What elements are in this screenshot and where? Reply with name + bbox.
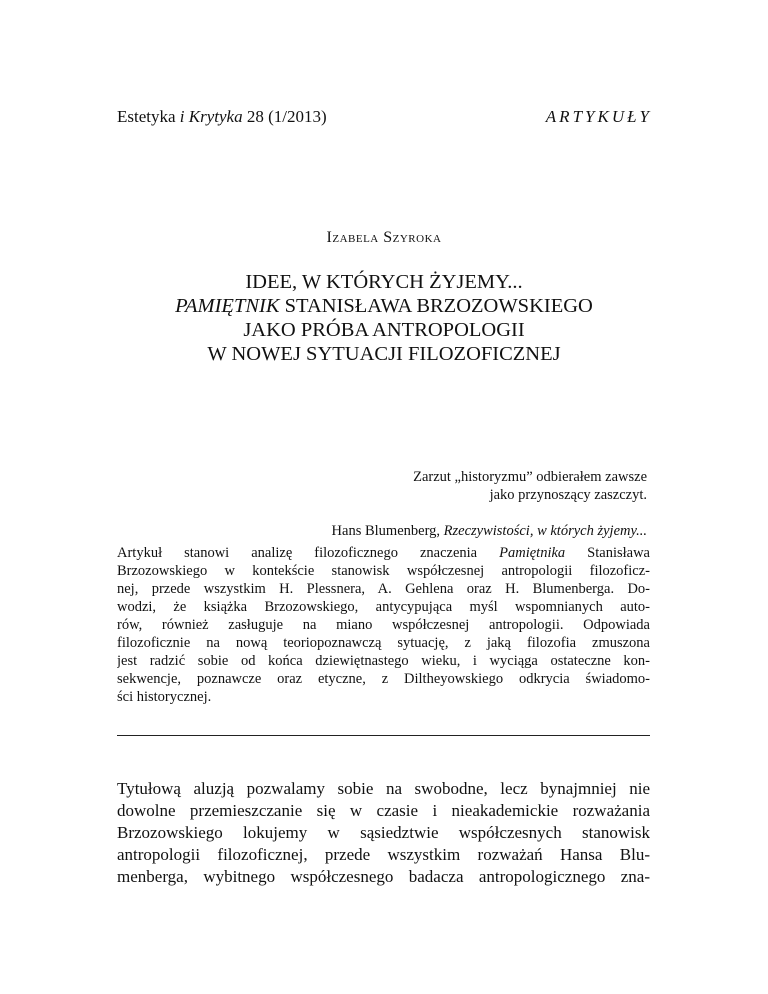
abstract-line: nej, przede wszystkim H. Plessnera, A. Gehlena oraz H. Blumenberga. Do- [117,581,650,597]
abstract-line: sekwencje, poznawcze oraz etyczne, z Diltheyowskiego odkrycia świadomo- [117,671,650,687]
title-line-3: JAKO PRÓBA ANTROPOLOGII [243,319,525,341]
journal-name-italic: i Krytyka [179,107,243,126]
epigraph-source-title: Rzeczywistości, w których żyjemy... [443,523,647,539]
section-label: ARTYKUŁY [545,107,652,126]
abstract-line: rów, również zasługuje na miano współczesnej antropologii. Odpowiada [117,617,650,633]
title-line-4: W NOWEJ SYTUACJI FILOZOFICZNEJ [207,343,561,365]
abstract-line: filozoficznie na nową teoriopoznawczą sytuację, z jaką filozofia zmuszona [117,635,650,651]
title-line-1: IDEE, W KTÓRYCH ŻYJEMY... [245,271,523,293]
body-line: antropologii filozoficznej, przede wszystkim rozważań Hansa Blu- [117,845,650,864]
article-title [0,270,768,366]
author-name: Izabela Szyroka [326,229,442,246]
title-line-2: PAMIĘTNIK STANISŁAWA BRZOZOWSKIEGO [175,295,593,317]
body-line: Tytułową aluzją pozwalamy sobie na swobodne, lecz bynajmniej nie [117,779,650,798]
epigraph-line-2: jako przynoszący zaszczyt. [489,487,647,503]
epigraph-source: Hans Blumenberg, Rzeczywistości, w których żyjemy... [331,523,647,539]
abstract-line: Artykuł stanowi analizę filozoficznego znaczenia Pamiętnika Stanisława [117,545,650,561]
body-paragraph [117,778,650,888]
body-line: dowolne przemieszczanie się w czasie i nieakademickie rozważania [117,801,650,820]
title-italic-word: PAMIĘTNIK [175,295,280,317]
abstract-line: wodzi, że książka Brzozowskiego, antycypująca myśl wspomnianych auto- [117,599,650,615]
abstract [117,544,650,706]
abstract-line: jest radzić sobie od końca dziewiętnastego wieku, i wyciąga ostateczne kon- [117,653,650,669]
epigraph-line-1: Zarzut „historyzmu” odbierałem zawsze [413,469,647,485]
body-line: menberga, wybitnego współczesnego badacza antropologicznego zna- [117,867,650,886]
abstract-line: ści historycznej. [117,689,212,705]
journal-citation: Estetyka i Krytyka 28 (1/2013) [117,107,327,126]
abstract-line: Brzozowskiego w kontekście stanowisk współczesnej antropologii filozoficz- [117,563,650,579]
separator-rule [117,735,650,736]
body-line: Brzozowskiego lokujemy w sąsiedztwie współczesnych stanowisk [117,823,650,842]
epigraph [332,468,647,540]
